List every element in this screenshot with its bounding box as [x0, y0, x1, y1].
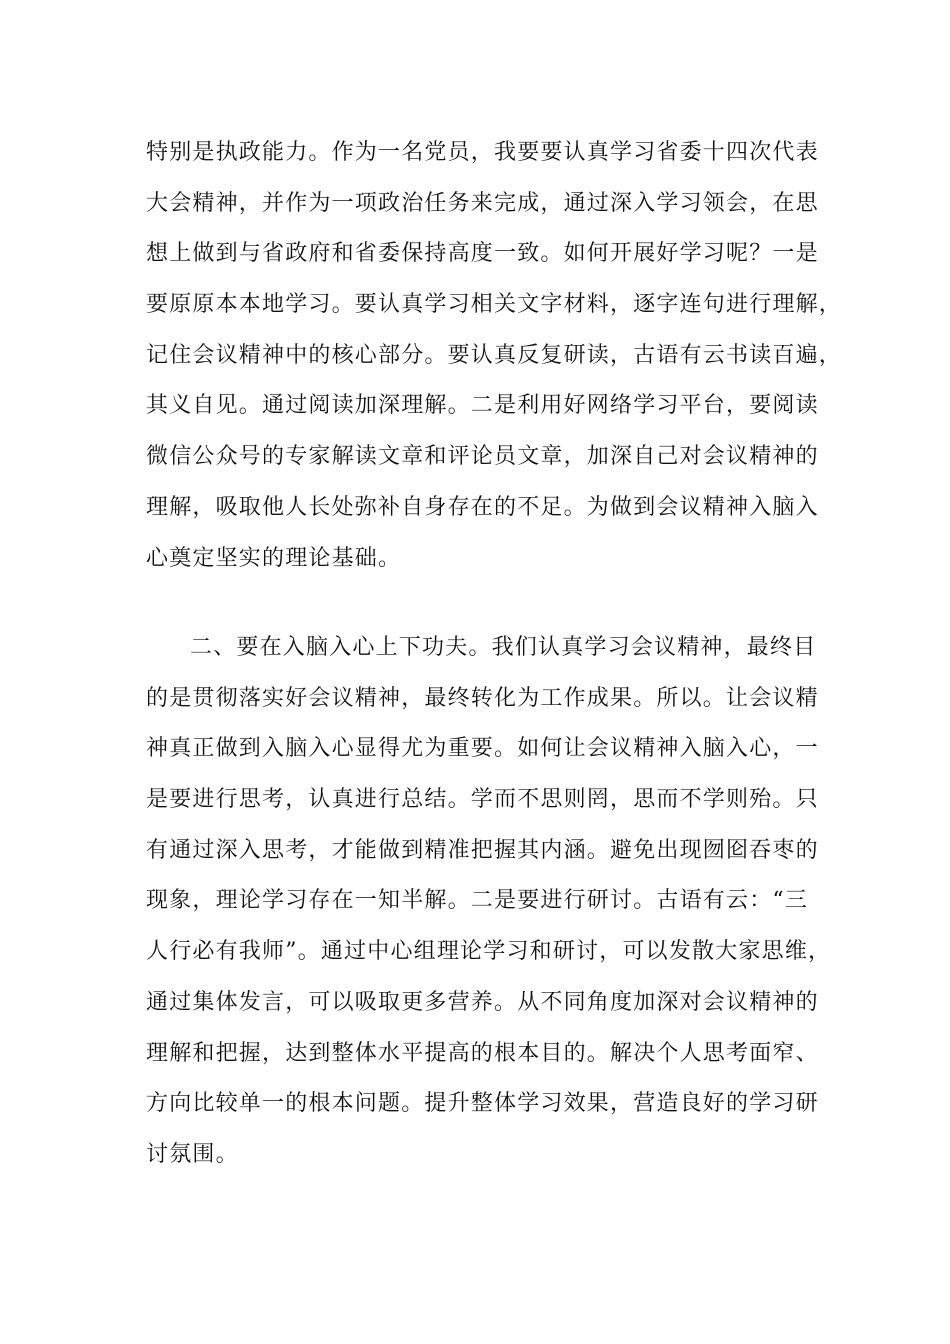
paragraph-line: 理解和把握，达到整体水平提高的根本目的。解决个人思考面窄、	[146, 1040, 819, 1066]
paragraph-line: 其义自见。通过阅读加深理解。二是利用好网络学习平台，要阅读	[146, 393, 819, 419]
paragraph-line: 的是贯彻落实好会议精神，最终转化为工作成果。所以。让会议精	[146, 685, 819, 711]
paragraph-1	[146, 128, 843, 584]
paragraph-line: 人行必有我师”。通过中心组理论学习和研讨，可以发散大家思维，	[146, 939, 832, 965]
paragraph-line: 二、要在入脑入心上下功夫。我们认真学习会议精神，最终目	[190, 635, 817, 660]
paragraph-line: 通过集体发言，可以吸取更多营养。从不同角度加深对会议精神的	[146, 989, 819, 1015]
paragraph-2	[146, 623, 832, 1181]
paragraph-line: 讨氛围。	[146, 1141, 239, 1167]
paragraph-line: 特别是执政能力。作为一名党员，我要要认真学习省委十四次代表	[146, 140, 819, 165]
paragraph-line: 有通过深入思考，才能做到精准把握其内涵。避免出现囫囵吞枣的	[146, 837, 819, 863]
paragraph-line: 是要进行思考，认真进行总结。学而不思则罔，思而不学则殆。只	[146, 787, 819, 813]
paragraph-line: 微信公众号的专家解读文章和评论员文章，加深自己对会议精神的	[146, 444, 819, 470]
paragraph-line: 想上做到与省政府和省委保持高度一致。如何开展好学习呢？一是	[146, 241, 819, 267]
paragraph-line: 要原原本本地学习。要认真学习相关文字材料，逐字连句进行理解，	[146, 292, 843, 318]
paragraph-line: 心奠定坚实的理论基础。	[146, 545, 402, 571]
paragraph-line: 理解，吸取他人长处弥补自身存在的不足。为做到会议精神入脑入	[146, 494, 819, 520]
paragraph-line: 方向比较单一的根本问题。提升整体学习效果，营造良好的学习研	[146, 1091, 819, 1117]
paragraph-line: 大会精神，并作为一项政治任务来完成，通过深入学习领会，在思	[146, 190, 819, 216]
paragraph-line: 神真正做到入脑入心显得尤为重要。如何让会议精神入脑入心，一	[146, 736, 819, 762]
paragraph-line: 现象，理论学习存在一知半解。二是要进行研讨。古语有云：“三	[146, 888, 809, 914]
paragraph-line: 记住会议精神中的核心部分。要认真反复研读，古语有云书读百遍，	[146, 342, 843, 368]
